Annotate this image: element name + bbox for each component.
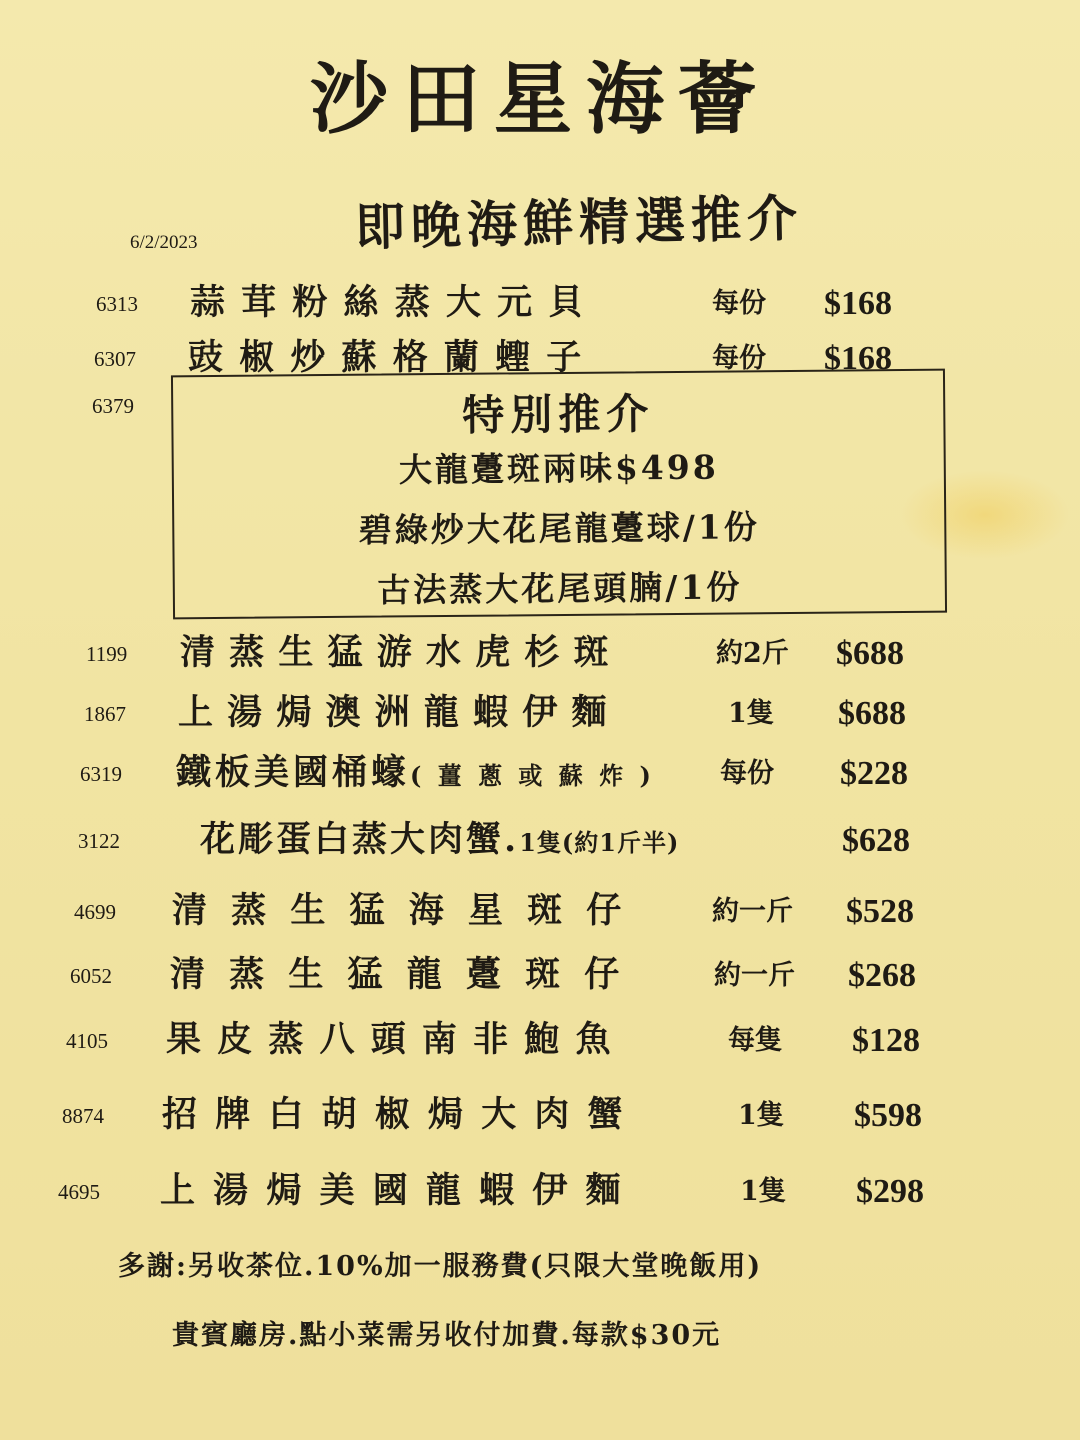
menu-item <box>0 628 1080 678</box>
item-code: 6319 <box>80 762 122 786</box>
item-code: 4695 <box>58 1180 100 1204</box>
item-code: 4699 <box>74 900 116 924</box>
item-unit: 每份 <box>712 343 766 374</box>
special-line: 古法蒸大花尾頭腩/1份 <box>377 567 743 610</box>
item-name: 上 湯 焗 澳 洲 龍 蝦 伊 麵 <box>178 692 608 733</box>
item-price: $228 <box>840 755 908 792</box>
menu-item <box>0 815 1080 865</box>
menu-item <box>0 1015 1080 1065</box>
special-title: 特別推介 <box>462 389 655 440</box>
item-price: $128 <box>852 1022 920 1059</box>
item-price: $268 <box>848 957 916 994</box>
menu-item <box>0 278 1080 328</box>
item-name: 清 蒸 生 猛 海 星 斑 仔 <box>172 890 628 931</box>
footer-room-surcharge: 貴賓廳房.點小菜需另收付加費.每款$30元 <box>172 1320 722 1351</box>
special-line: 碧綠炒大花尾龍躉球/1份 <box>358 507 760 550</box>
item-price: $168 <box>824 285 892 322</box>
item-name: 上 湯 焗 美 國 龍 蝦 伊 麵 <box>160 1170 624 1211</box>
item-code: 1199 <box>86 642 128 666</box>
menu-item <box>0 1166 1080 1216</box>
item-name: 豉 椒 炒 蘇 格 蘭 蟶 子 <box>188 337 584 378</box>
item-code: 6313 <box>96 292 138 316</box>
item-name: 鐵板美國桶蠔( 薑 蔥 或 蘇 炸 ) <box>176 752 655 793</box>
item-price: $688 <box>838 695 906 732</box>
item-name: 蒜 茸 粉 絲 蒸 大 元 貝 <box>190 282 586 323</box>
item-code: 4105 <box>66 1029 108 1053</box>
item-unit: 1隻 <box>738 1100 784 1131</box>
item-unit: 約一斤 <box>714 960 795 991</box>
item-price: $528 <box>846 893 914 930</box>
restaurant-name: 沙田星海薈 <box>309 54 770 145</box>
item-code: 3122 <box>78 829 120 853</box>
item-price: $688 <box>836 635 904 672</box>
item-code: 8874 <box>62 1104 104 1128</box>
item-code: 6052 <box>70 964 112 988</box>
item-unit: 每份 <box>720 758 774 789</box>
menu-item <box>0 886 1080 936</box>
item-note: ( 薑 蔥 或 蘇 炸 ) <box>410 761 655 790</box>
item-name: 招 牌 白 胡 椒 焗 大 肉 蟹 <box>162 1094 626 1135</box>
menu-item <box>0 748 1080 798</box>
special-line: 大龍躉斑兩味$498 <box>398 447 719 490</box>
item-name: 花彫蛋白蒸大肉蟹.1隻(約1斤半) <box>200 819 680 860</box>
item-code: 6379 <box>92 394 134 418</box>
special-recommendation-box <box>171 369 947 620</box>
item-price: $168 <box>824 340 892 377</box>
footer-service-charge: 多謝:另收茶位.10%加一服務費(只限大堂晚飯用) <box>118 1251 763 1282</box>
item-name: 果 皮 蒸 八 頭 南 非 鮑 魚 <box>166 1019 613 1060</box>
item-price: $628 <box>842 822 910 859</box>
item-code: 1867 <box>84 702 126 726</box>
item-note: 1隻(約1斤半) <box>519 828 680 857</box>
menu-item <box>0 950 1080 1000</box>
item-unit: 每份 <box>712 288 766 319</box>
item-unit: 1隻 <box>740 1176 786 1207</box>
menu-item <box>0 688 1080 738</box>
item-code: 6307 <box>94 347 136 371</box>
menu-date: 6/2/2023 <box>130 232 198 253</box>
item-price: $598 <box>854 1097 922 1134</box>
item-unit: 約2斤 <box>716 638 789 669</box>
item-price: $298 <box>856 1173 924 1210</box>
menu-item <box>0 1090 1080 1140</box>
item-name: 清 蒸 生 猛 龍 躉 斑 仔 <box>170 954 626 995</box>
item-unit: 約一斤 <box>712 896 793 927</box>
item-unit: 1隻 <box>728 698 774 729</box>
menu-title: 即晚海鮮精選推介 <box>354 188 804 257</box>
item-unit: 每隻 <box>728 1025 782 1056</box>
item-name: 清 蒸 生 猛 游 水 虎 杉 斑 <box>180 632 610 673</box>
